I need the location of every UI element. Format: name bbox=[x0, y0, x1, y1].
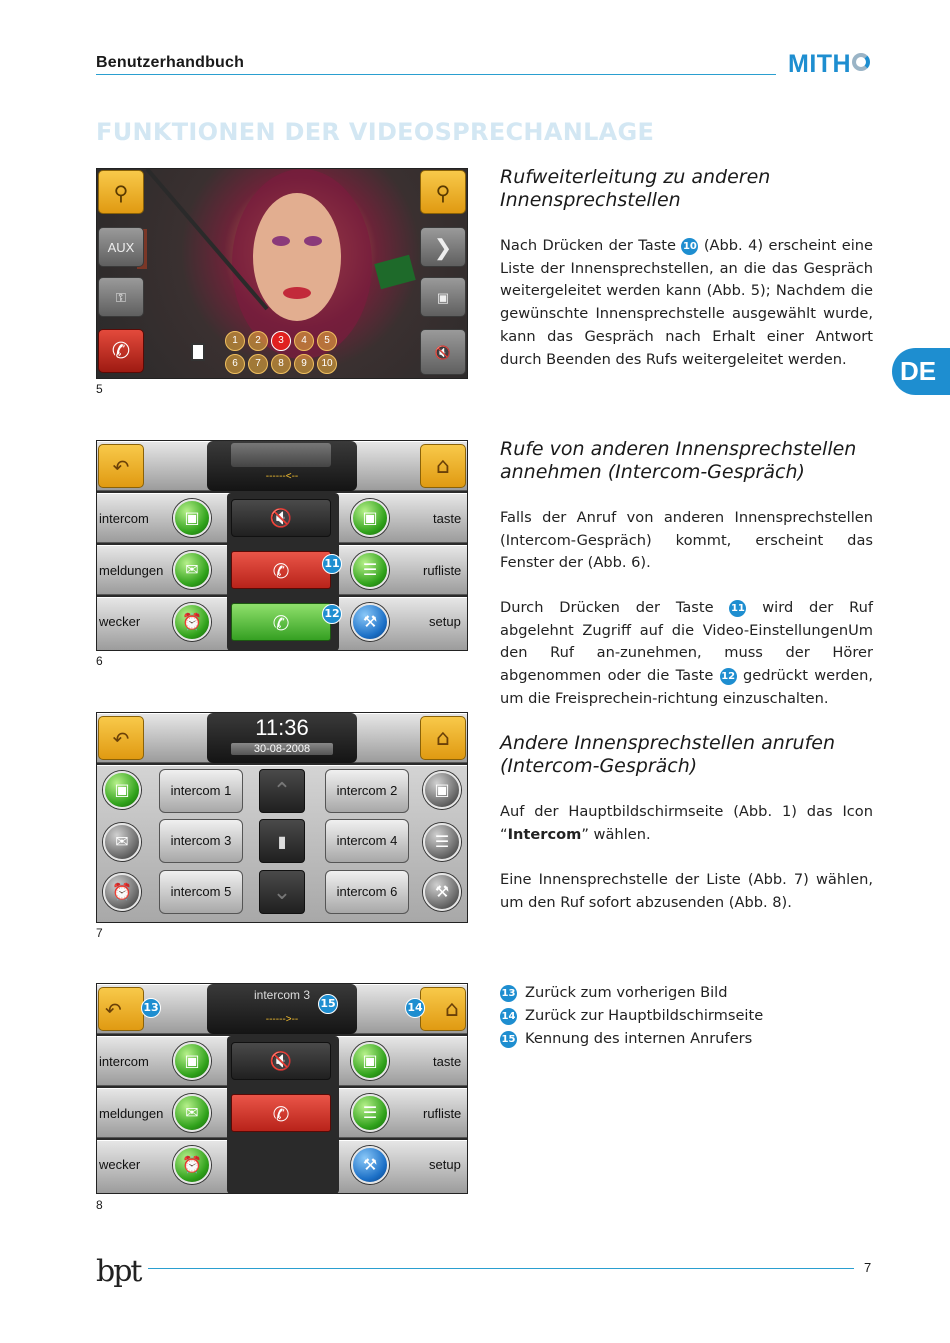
key-icon: ⚿ bbox=[116, 290, 126, 305]
chevron-up-icon: ⌃ bbox=[272, 779, 292, 804]
call-list-button[interactable] bbox=[351, 551, 389, 589]
legend-item-15 bbox=[500, 1030, 752, 1048]
camera-icon: ▣ bbox=[362, 508, 378, 527]
camera-button[interactable] bbox=[351, 499, 389, 537]
callout-badge-14: 14 bbox=[500, 1008, 517, 1025]
speaker-muted-icon: 🔇 bbox=[269, 1051, 293, 1072]
call-direction-indicator: ------>-- bbox=[265, 1014, 299, 1025]
heading-accept-intercom: Rufe von anderen Innensprechstellen annehmen (Intercom-Gespräch) bbox=[500, 438, 857, 483]
keypad-key-7[interactable]: 7 bbox=[248, 354, 268, 374]
intercom-icon: ▣ bbox=[114, 780, 130, 799]
alarm-button[interactable] bbox=[173, 603, 211, 641]
clock-display bbox=[207, 713, 357, 763]
wecker-label: wecker bbox=[99, 1157, 141, 1172]
messages-button[interactable] bbox=[103, 823, 141, 861]
intercom-button[interactable] bbox=[103, 771, 141, 809]
scroll-up-button[interactable] bbox=[259, 769, 305, 813]
brand-logo bbox=[788, 50, 870, 79]
text-span: Nach Drücken der Taste bbox=[500, 237, 682, 254]
intercom-6-button[interactable]: intercom 6 bbox=[325, 870, 409, 914]
scroll-down-button[interactable] bbox=[259, 870, 305, 914]
text-span: gedrückt werden, um die Freisprechein-richtung einzuschalten. bbox=[500, 667, 873, 707]
intercom-button[interactable] bbox=[173, 499, 211, 537]
paragraph-call-intro bbox=[500, 801, 873, 846]
speaker-muted-icon: 🔇 bbox=[434, 345, 452, 360]
figure-6-panel bbox=[96, 440, 468, 651]
keypad-key-8[interactable]: 8 bbox=[271, 354, 291, 374]
clock-time: 11:36 bbox=[255, 715, 309, 740]
intercom-icon bbox=[191, 343, 205, 361]
mute-button[interactable] bbox=[231, 1042, 331, 1080]
back-arrow-icon: ↶ bbox=[112, 727, 130, 751]
wecker-label: wecker bbox=[99, 614, 141, 629]
chevron-down-icon: ⌄ bbox=[272, 880, 292, 905]
scroll-indicator[interactable] bbox=[259, 819, 305, 863]
intercom-2-button[interactable]: intercom 2 bbox=[325, 769, 409, 813]
text-span: ” wählen. bbox=[581, 825, 651, 843]
legend-text: Kennung des internen Anrufers bbox=[525, 1030, 753, 1047]
home-icon: ⌂ bbox=[436, 726, 450, 751]
home-button[interactable] bbox=[420, 716, 466, 760]
heading-call-intercom: Andere Innensprechstellen anrufen (Intercom-Gespräch) bbox=[500, 732, 836, 777]
callout-13: 13 bbox=[141, 998, 161, 1018]
text-span: Auf der Hauptbildschirmseite (Abb. 1) das Icon “ bbox=[500, 803, 873, 843]
alarm-button[interactable] bbox=[173, 1146, 211, 1184]
camera-icon: ▣ bbox=[436, 290, 450, 305]
phone-hangup-icon: ✆ bbox=[272, 1102, 290, 1126]
intercom-4-button[interactable]: intercom 4 bbox=[325, 819, 409, 863]
intercom-1-button[interactable]: intercom 1 bbox=[159, 769, 243, 813]
camera-button[interactable] bbox=[423, 771, 461, 809]
display-screen bbox=[231, 443, 331, 467]
hangup-button[interactable] bbox=[98, 329, 144, 373]
setup-button[interactable] bbox=[351, 1146, 389, 1184]
callout-15: 15 bbox=[318, 994, 338, 1014]
callout-badge-11: 11 bbox=[729, 600, 746, 617]
phone-hangup-icon: ✆ bbox=[111, 339, 131, 364]
tools-icon: ⚒ bbox=[362, 1155, 378, 1174]
legend-item-13 bbox=[500, 984, 727, 1002]
phone-answer-icon: ✆ bbox=[272, 611, 290, 635]
zoom-in-button[interactable] bbox=[420, 170, 466, 214]
rufliste-label: rufliste bbox=[423, 563, 462, 578]
figure-5-label: 5 bbox=[96, 382, 103, 396]
figure-8-panel bbox=[96, 983, 468, 1194]
intercom-icon: ▣ bbox=[184, 1051, 200, 1070]
header-rule bbox=[96, 74, 776, 75]
camera-button[interactable] bbox=[351, 1042, 389, 1080]
paragraph-call-forwarding bbox=[500, 235, 873, 371]
home-button[interactable] bbox=[420, 987, 466, 1031]
keypad-key-9[interactable]: 9 bbox=[294, 354, 314, 374]
keypad-key-6[interactable]: 6 bbox=[225, 354, 245, 374]
home-button[interactable] bbox=[420, 444, 466, 488]
back-button[interactable] bbox=[98, 987, 144, 1031]
aux-button[interactable]: AUX bbox=[98, 227, 144, 267]
figure-7-label: 7 bbox=[96, 926, 103, 940]
forward-button[interactable] bbox=[420, 227, 466, 267]
meldungen-label: meldungen bbox=[99, 563, 164, 578]
envelope-icon: ✉ bbox=[115, 832, 129, 851]
legend-item-14 bbox=[500, 1007, 763, 1025]
callout-14: 14 bbox=[405, 998, 425, 1018]
call-direction-indicator: ------<-- bbox=[265, 471, 299, 482]
caller-id: intercom 3 bbox=[253, 988, 311, 1002]
home-icon: ⌂ bbox=[436, 454, 450, 479]
intercom-5-button[interactable]: intercom 5 bbox=[159, 870, 243, 914]
language-tab: DE bbox=[892, 348, 950, 395]
key-button[interactable] bbox=[98, 277, 144, 317]
call-list-button[interactable] bbox=[351, 1094, 389, 1132]
text-span: (Abb. 4) erscheint eine Liste der Innensprechstellen, an die das Gespräch weitergeleitet werden kann (Abb. 5); Nachdem die gewünschte Innensprechstelle ausgewählt wurde, kann das Gespräch nach Erhalt einer Antwort durch Beenden des Rufs weitergeleitet werden. bbox=[500, 237, 873, 368]
setup-label: setup bbox=[429, 1157, 461, 1172]
document-header-title: Benutzerhandbuch bbox=[96, 54, 245, 71]
bpt-logo: bpt bbox=[96, 1254, 141, 1289]
call-list-icon: ☰ bbox=[362, 1103, 378, 1122]
keypad-key-1[interactable]: 1 bbox=[225, 331, 245, 351]
intercom-button[interactable] bbox=[173, 1042, 211, 1080]
envelope-icon: ✉ bbox=[185, 560, 199, 579]
brand-logo-text: MITH bbox=[788, 50, 852, 78]
accept-call-button[interactable] bbox=[231, 603, 331, 641]
alarm-clock-icon: ⏰ bbox=[182, 612, 202, 631]
end-call-button[interactable] bbox=[231, 1094, 331, 1132]
keypad-key-3-selected[interactable]: 3 bbox=[271, 331, 291, 351]
keypad-key-5[interactable]: 5 bbox=[317, 331, 337, 351]
figure-8-label: 8 bbox=[96, 1198, 103, 1212]
figure-6-label: 6 bbox=[96, 654, 103, 668]
setup-button[interactable] bbox=[351, 603, 389, 641]
reject-call-button[interactable] bbox=[231, 551, 331, 589]
text-span: wird der Ruf abgelehnt Zugriff auf die Video-EinstellungenUm den Ruf an-zunehmen, muss der Hörer abgenommen oder die Taste bbox=[500, 599, 873, 685]
envelope-icon: ✉ bbox=[185, 1103, 199, 1122]
heading-call-forwarding: Rufweiterleitung zu anderen Innensprechstellen bbox=[500, 166, 771, 211]
back-button[interactable] bbox=[98, 716, 144, 760]
paragraph-accept-instructions bbox=[500, 597, 873, 711]
mute-button[interactable] bbox=[231, 499, 331, 537]
keypad-key-4[interactable]: 4 bbox=[294, 331, 314, 351]
text-span: Durch Drücken der Taste bbox=[500, 599, 730, 616]
call-display bbox=[207, 441, 357, 491]
intercom-bold-text: Intercom bbox=[507, 825, 582, 843]
back-button[interactable] bbox=[98, 444, 144, 488]
phone-hangup-icon: ✆ bbox=[272, 559, 290, 583]
page-number: 7 bbox=[864, 1260, 872, 1275]
legend-text: Zurück zum vorherigen Bild bbox=[525, 984, 728, 1001]
meldungen-label: meldungen bbox=[99, 1106, 164, 1121]
mute-button[interactable] bbox=[420, 329, 466, 375]
paragraph-accept-intro: Falls der Anruf von anderen Innensprechstellen (Intercom-Gespräch) kommt, erscheint das Fenster der (Abb. 6). bbox=[500, 509, 873, 572]
tools-icon: ⚒ bbox=[362, 612, 378, 631]
chevron-right-icon: ❯ bbox=[433, 235, 453, 260]
callout-badge-12: 12 bbox=[720, 668, 737, 685]
footer-rule bbox=[148, 1268, 854, 1269]
setup-label: setup bbox=[429, 614, 461, 629]
figure-5-panel bbox=[96, 168, 468, 379]
callout-11: 11 bbox=[322, 554, 342, 574]
rufliste-label: rufliste bbox=[423, 1106, 462, 1121]
intercom-label: intercom bbox=[99, 511, 149, 526]
home-icon: ⌂ bbox=[445, 997, 459, 1022]
keypad-key-2[interactable]: 2 bbox=[248, 331, 268, 351]
call-list-icon: ☰ bbox=[434, 832, 450, 851]
camera-switch-button[interactable] bbox=[420, 277, 466, 317]
intercom-label: intercom bbox=[99, 1054, 149, 1069]
paragraph-call-select: Eine Innensprechstelle der Liste (Abb. 7) wählen, um den Ruf sofort abzusenden (Abb. 8). bbox=[500, 871, 873, 911]
alarm-clock-icon: ⏰ bbox=[112, 882, 132, 901]
camera-icon: ▣ bbox=[362, 1051, 378, 1070]
zoom-out-icon: ⚲ bbox=[113, 181, 129, 205]
back-arrow-icon: ↶ bbox=[112, 455, 130, 479]
taste-label: taste bbox=[433, 511, 462, 526]
clock-date: 30-08-2008 bbox=[231, 743, 333, 755]
callout-badge-15: 15 bbox=[500, 1031, 517, 1048]
zoom-in-icon: ⚲ bbox=[435, 181, 451, 205]
alarm-button[interactable] bbox=[103, 873, 141, 911]
tools-icon: ⚒ bbox=[434, 882, 450, 901]
speaker-muted-icon: 🔇 bbox=[269, 508, 293, 529]
intercom-3-button[interactable]: intercom 3 bbox=[159, 819, 243, 863]
call-list-icon: ☰ bbox=[362, 560, 378, 579]
alarm-clock-icon: ⏰ bbox=[182, 1155, 202, 1174]
messages-button[interactable] bbox=[173, 1094, 211, 1132]
callout-12: 12 bbox=[322, 604, 342, 624]
call-list-button[interactable] bbox=[423, 823, 461, 861]
callout-badge-10: 10 bbox=[681, 238, 698, 255]
messages-button[interactable] bbox=[173, 551, 211, 589]
taste-label: taste bbox=[433, 1054, 462, 1069]
zoom-out-button[interactable] bbox=[98, 170, 144, 214]
brand-logo-o-icon bbox=[852, 53, 870, 71]
figure-7-panel bbox=[96, 712, 468, 923]
legend-text: Zurück zur Hauptbildschirmseite bbox=[525, 1007, 764, 1024]
callout-badge-13: 13 bbox=[500, 985, 517, 1002]
setup-button[interactable] bbox=[423, 873, 461, 911]
section-title: FUNKTIONEN DER VIDEOSPRECHANLAGE bbox=[96, 118, 655, 146]
keypad-key-10[interactable]: 10 bbox=[317, 354, 337, 374]
back-arrow-icon: ↶ bbox=[105, 998, 122, 1022]
camera-icon: ▣ bbox=[434, 780, 450, 799]
scroll-thumb-icon: ▮ bbox=[277, 832, 287, 851]
intercom-icon: ▣ bbox=[184, 508, 200, 527]
